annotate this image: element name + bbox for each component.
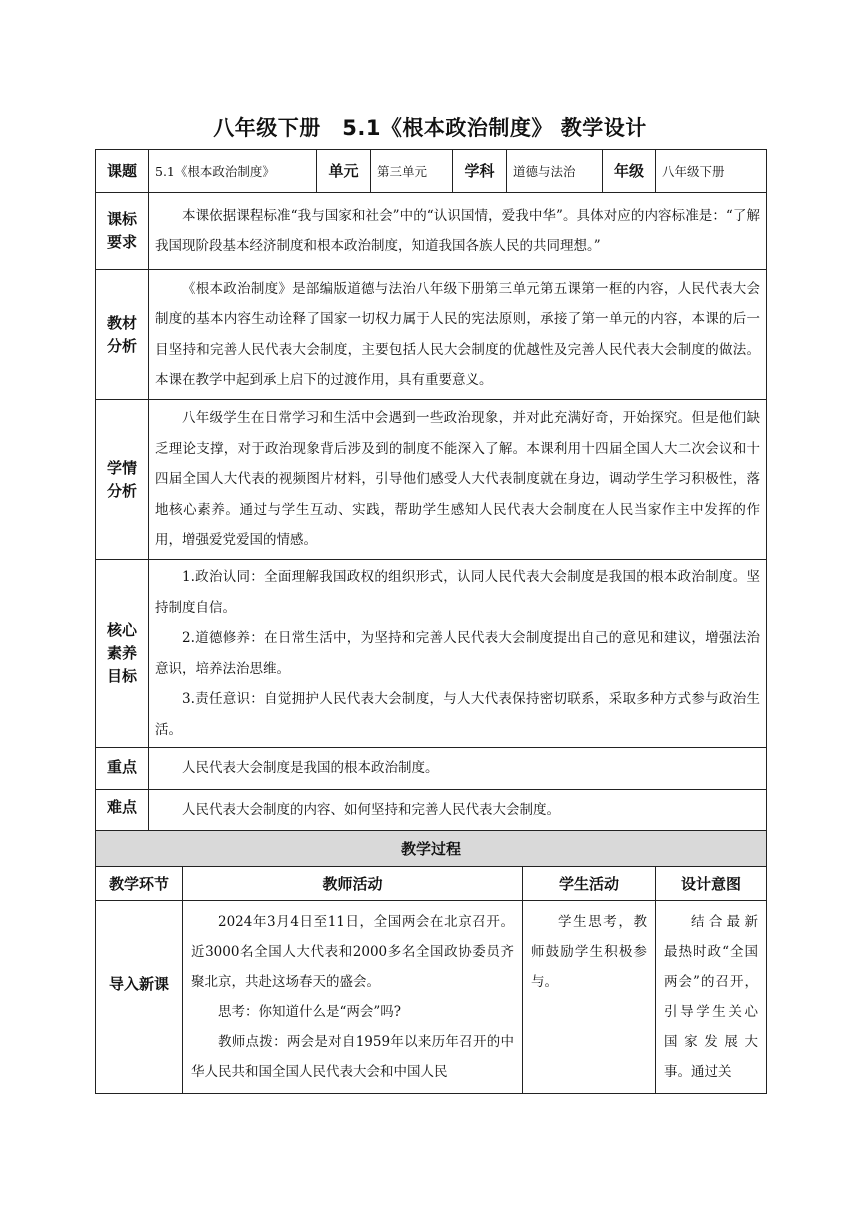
design-info-table — [95, 149, 767, 832]
col-stage-header: 教学环节 — [96, 867, 183, 901]
difficulty-text — [149, 790, 767, 832]
design-intent — [656, 901, 767, 1094]
stage-cell: 导入新课 — [96, 901, 183, 1094]
learner-paragraph: 八年级学生在日常学习和生活中会遇到一些政治现象，并对此充满好奇，开始探究。但是他们缺乏理论支撑，对于政治现象背后涉及到的制度不能深入了解。本课利用十四届全国人大二次会议和十四届全国人大代表的视频图片材料，引导他们感受人大代表制度就在身边，调动学生学习积极性，落地核心素养。通过与学生互动、实践，帮助学生感知人民代表大会制度在人民当家作主中发挥的作用，增强爱党爱国的情感。 — [155, 410, 760, 549]
student-paragraph: 学生思考，教师鼓励学生积极参与。 — [531, 914, 647, 990]
learner-label-line2: 分析 — [106, 481, 137, 500]
learner-text — [149, 400, 767, 560]
subject-label: 学科 — [453, 150, 507, 193]
learner-label — [96, 400, 149, 560]
unit-label: 单元 — [317, 150, 371, 193]
learner-label-line1: 学情 — [106, 458, 137, 477]
literacy-item-1: 1.政治认同：全面理解我国政权的组织形式，认同人民代表大会制度是我国的根本政治制度。坚持制度自信。 — [155, 569, 760, 616]
teacher-paragraph-3: 教师点拨：两会是对自1959年以来历年召开的中华人民共和国全国人民代表大会和中国人民 — [191, 1034, 514, 1080]
literacy-label-line1: 核心 — [106, 621, 137, 639]
curriculum-label — [96, 193, 149, 270]
curriculum-label-line2: 要求 — [106, 233, 137, 251]
literacy-item-2: 2.道德修养：在日常生活中，为坚持和完善人民代表大会制度提出自己的意见和建议，增强法治意识，培养法治思维。 — [155, 630, 760, 677]
subject-value: 道德与法治 — [507, 150, 603, 193]
difficulty-paragraph: 人民代表大会制度的内容、如何坚持和完善人民代表大会制度。 — [182, 802, 560, 819]
col-intent-header: 设计意图 — [656, 867, 767, 901]
literacy-label — [96, 560, 149, 748]
lesson-label: 课题 — [96, 150, 149, 193]
key-point-paragraph: 人民代表大会制度是我国的根本政治制度。 — [182, 760, 439, 777]
curriculum-label-line1: 课标 — [106, 210, 137, 228]
curriculum-paragraph: 本课依据课程标准“我与国家和社会”中的“认识国情，爱我中华”。具体对应的内容标准是：“了解我国现阶段基本经济制度和根本政治制度，知道我国各族人民的共同理想。” — [155, 207, 760, 254]
teacher-paragraph-1: 2024年3月4日至11日，全国两会在北京召开。近3000名全国人大代表和2000多名全国政协委员齐聚北京，共赴这场春天的盛会。 — [191, 914, 514, 990]
literacy-label-line3: 目标 — [106, 667, 137, 685]
literacy-label-line2: 素养 — [106, 644, 137, 662]
student-activity — [523, 901, 656, 1094]
textbook-paragraph: 《根本政治制度》是部编版道德与法治八年级下册第三单元第五课第一框的内容，人民代表大会制度的基本内容生动诠释了国家一切权力属于人民的宪法原则，承接了第一单元的内容，本课的后一目坚持和完善人民代表大会制度，主要包括人民大会制度的优越性及完善人民代表大会制度的做法。本课在教学中起到承上启下的过渡作用，具有重要意义。 — [155, 280, 760, 388]
col-teacher-header: 教师活动 — [183, 867, 523, 901]
textbook-text — [149, 270, 767, 400]
teaching-process-table — [95, 830, 767, 1094]
textbook-label-line2: 分析 — [106, 336, 137, 355]
literacy-item-3: 3.责任意识：自觉拥护人民代表大会制度，与人大代表保持密切联系，采取多种方式参与政治生活。 — [155, 691, 760, 738]
textbook-label-line1: 教材 — [106, 313, 137, 332]
teacher-activity — [183, 901, 523, 1094]
grade-label: 年级 — [603, 150, 656, 193]
teacher-paragraph-2: 思考：你知道什么是“两会”吗? — [218, 1004, 402, 1020]
col-student-header: 学生活动 — [523, 867, 656, 901]
grade-value: 八年级下册 — [656, 150, 767, 193]
key-point-label: 重点 — [96, 748, 149, 790]
document-title: 八年级下册 5.1《根本政治制度》 教学设计 — [213, 116, 647, 140]
process-heading: 教学过程 — [96, 831, 767, 867]
intent-paragraph: 结合最新最热时政“全国两会”的召开，引导学生关心国家发展大事。通过关 — [664, 914, 759, 1080]
curriculum-text — [149, 193, 767, 270]
unit-value: 第三单元 — [371, 150, 453, 193]
textbook-label — [96, 270, 149, 400]
lesson-value: 5.1《根本政治制度》 — [149, 150, 317, 193]
difficulty-label: 难点 — [96, 790, 149, 832]
key-point-text — [149, 748, 767, 790]
literacy-text — [149, 560, 767, 748]
